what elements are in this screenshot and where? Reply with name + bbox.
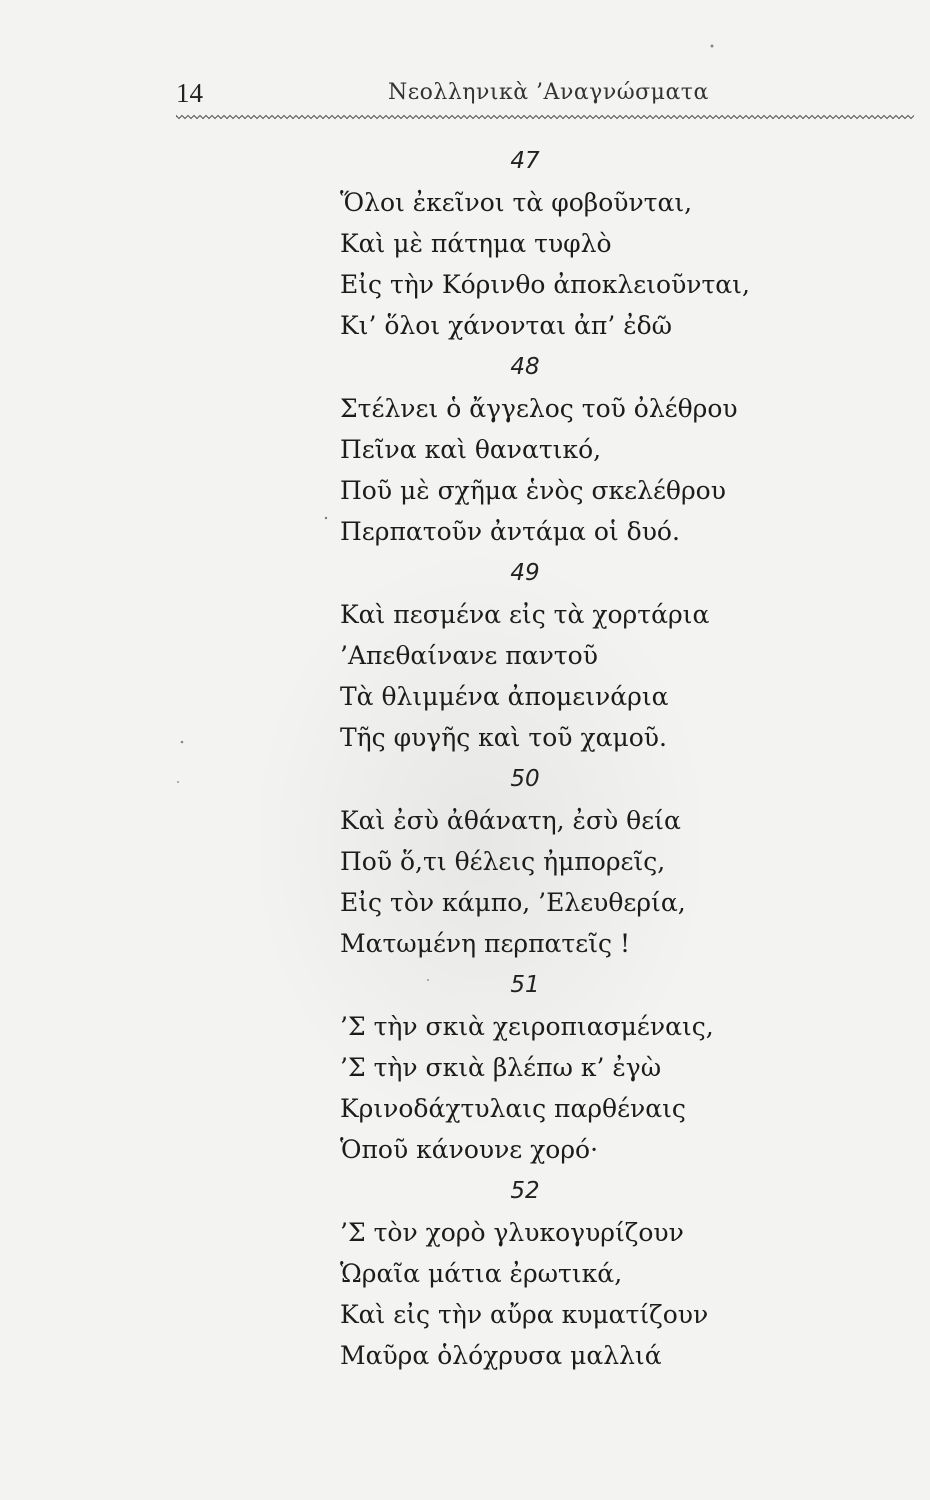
verse-line: Κρινοδάχτυλαις παρθέναις <box>340 1094 686 1123</box>
verse-line: ’Απεθαίνανε παντοῦ <box>340 641 598 670</box>
stanza-number: 47 <box>510 148 540 174</box>
stanza <box>340 140 810 346</box>
verse-line: Καὶ πεσμένα εἰς τὰ χορτάρια <box>340 600 710 629</box>
verse-line: Στέλνει ὁ ἄγγελος τοῦ ὀλέθρου <box>340 394 738 423</box>
verse-line: Καὶ μὲ πάτημα τυφλὸ <box>340 229 612 258</box>
stanza <box>340 1170 810 1376</box>
verse-line: Τῆς φυγῆς καὶ τοῦ χαμοῦ. <box>340 723 667 752</box>
verse-line: Κι’ ὅλοι χάνονται ἀπ’ ἐδῶ <box>340 311 673 340</box>
verse-line: Περπατοῦν ἀντάμα οἱ δυό. <box>340 517 680 546</box>
verse-line: Ποῦ μὲ σχῆμα ἑνὸς σκελέθρου <box>340 476 726 505</box>
verse-line: Ματωμένη περπατεῖς ! <box>340 929 630 958</box>
stanza <box>340 552 810 758</box>
stanza-number: 48 <box>510 354 540 380</box>
ink-speck <box>711 45 714 48</box>
verse-line: Πεῖνα καὶ θανατικό, <box>340 435 602 464</box>
stanza-number: 52 <box>510 1178 540 1204</box>
page-header <box>176 78 916 118</box>
verse-line: Ὡραῖα μάτια ἐρωτικά, <box>340 1259 623 1288</box>
verse-line: ’Σ τὴν σκιὰ βλέπω κ’ ἐγὼ <box>340 1053 662 1082</box>
verse-line: Εἰς τὸν κάμπο, ’Ελευθερία, <box>340 888 686 917</box>
ink-speck <box>325 517 327 519</box>
ink-speck <box>177 781 179 783</box>
page-number: 14 <box>176 78 203 108</box>
verse-line: Ὁποῦ κάνουνε χορό· <box>340 1135 599 1164</box>
verse-line: ’Σ τὴν σκιὰ χειροπιασμέναις, <box>340 1012 714 1041</box>
verse-line: Μαῦρα ὁλόχρυσα μαλλιά <box>340 1341 662 1370</box>
ink-speck <box>181 741 184 744</box>
poem-body <box>340 140 810 1376</box>
stanza-number: 49 <box>510 560 540 586</box>
header-wavy-rule <box>176 114 916 120</box>
verse-line: Καὶ ἐσὺ ἀθάνατη, ἐσὺ θεία <box>340 806 681 835</box>
verse-line: Τὰ θλιμμένα ἀπομεινάρια <box>340 682 669 711</box>
stanza <box>340 964 810 1170</box>
verse-line: Ὅλοι ἐκεῖνοι τὰ φοβοῦνται, <box>340 188 693 217</box>
stanza-number: 50 <box>510 766 540 792</box>
stanza <box>340 758 810 964</box>
verse-line: ’Σ τὸν χορὸ γλυκογυρίζουν <box>340 1218 684 1247</box>
running-title: Νεολληνικὰ ’Αναγνώσματα <box>388 80 709 105</box>
stanza-number: 51 <box>510 972 540 998</box>
verse-line: Ποῦ ὅ,τι θέλεις ἠμπορεῖς, <box>340 847 666 876</box>
verse-line: Καὶ εἰς τὴν αὔρα κυματίζουν <box>340 1300 709 1329</box>
stanza <box>340 346 810 552</box>
verse-line: Εἰς τὴν Κόρινθο ἀποκλειοῦνται, <box>340 270 750 299</box>
